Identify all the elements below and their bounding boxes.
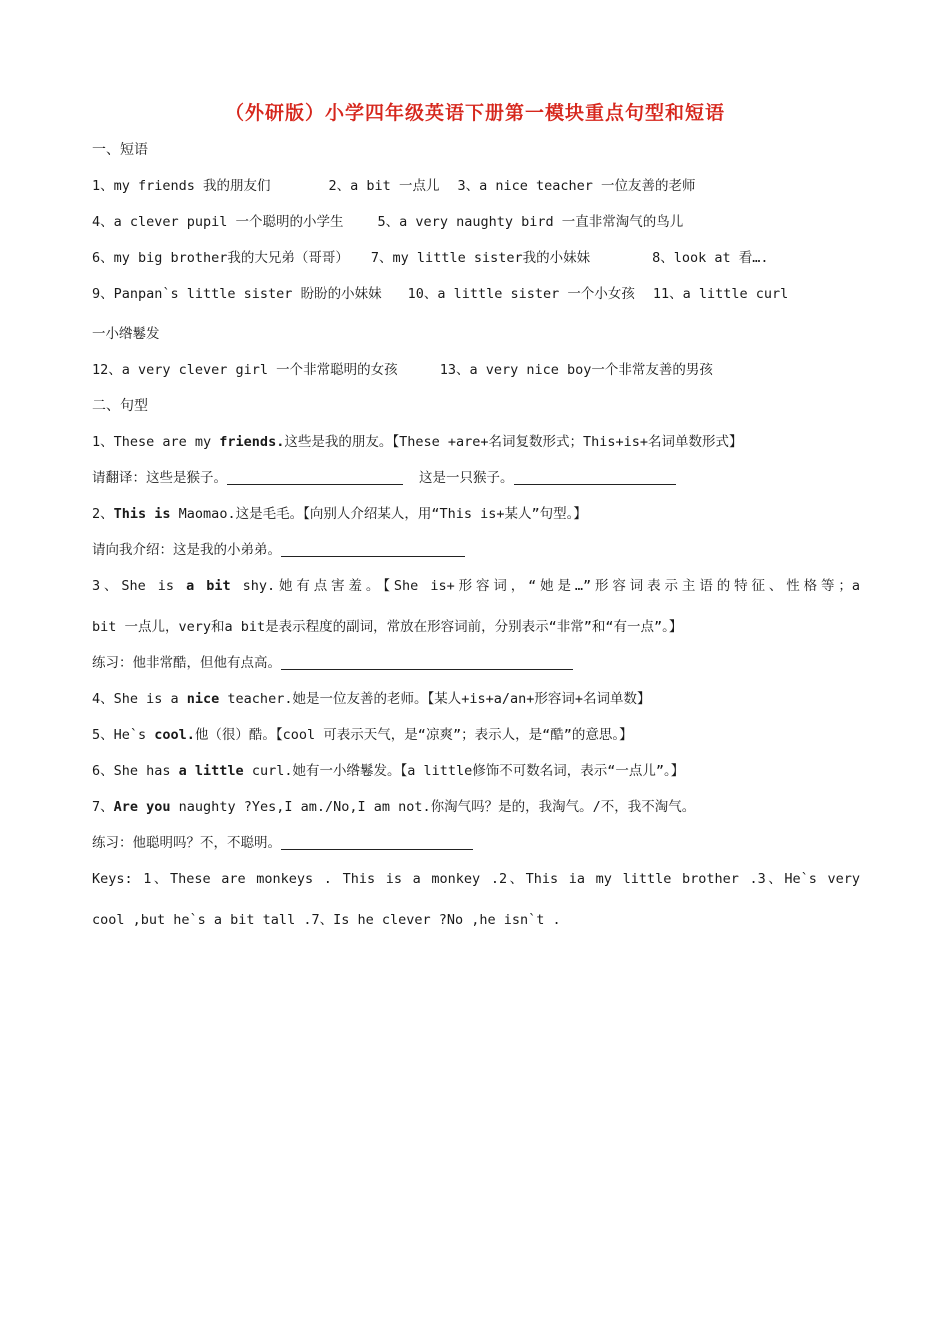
practice-1a-prompt: 请翻译：这些是猴子。 bbox=[92, 470, 227, 486]
phrase-row-4 bbox=[92, 284, 788, 304]
sentence-2-note: Maomao.这是毛毛。【向别人介绍某人，用“This is+某人”句型。】 bbox=[170, 506, 587, 522]
sentence-6-text: 6、She has bbox=[92, 763, 179, 779]
sentence-3 bbox=[92, 576, 860, 596]
page-title: （外研版）小学四年级英语下册第一模块重点句型和短语 bbox=[224, 102, 725, 124]
sentence-2 bbox=[92, 504, 587, 524]
phrase-13: 13、a very nice boy一个非常友善的男孩 bbox=[439, 362, 713, 378]
sentence-3-note: shy.她有点害羞。【She is+形容词，“她是…”形容词表示主语的特征、性格等；a bbox=[230, 578, 861, 594]
phrase-12: 12、a very clever girl 一个非常聪明的女孩 bbox=[92, 362, 398, 378]
answer-blank-3[interactable] bbox=[281, 655, 573, 670]
phrase-2: 2、a bit 一点儿 bbox=[328, 178, 440, 194]
answer-keys-line-2: cool ,but he`s a bit tall .7、Is he clever ?No ,he isn`t . bbox=[92, 912, 561, 928]
phrase-row-2 bbox=[92, 212, 683, 232]
sentence-3-text: 3、She is bbox=[92, 578, 187, 594]
sentence-7-number: 7、 bbox=[92, 799, 114, 815]
phrase-3: 3、a nice teacher 一位友善的老师 bbox=[457, 178, 696, 194]
sentence-5-keyword: cool. bbox=[154, 727, 195, 743]
sentence-3-practice bbox=[92, 653, 573, 673]
answer-blank-1b[interactable] bbox=[514, 470, 676, 485]
sentence-5 bbox=[92, 725, 633, 745]
phrase-11: 11、a little curl bbox=[652, 286, 789, 302]
answer-blank-1a[interactable] bbox=[227, 470, 403, 485]
sentence-4 bbox=[92, 689, 650, 709]
sentence-1 bbox=[92, 432, 743, 452]
sentence-1-practice bbox=[92, 468, 676, 488]
sentence-2-keyword: This is bbox=[113, 506, 171, 522]
practice-7-prompt: 练习：他聪明吗？不，不聪明。 bbox=[92, 835, 281, 851]
sentence-7-note: naughty ?Yes,I am./No,I am not.你淘气吗？是的，我淘气。/不，我不淘气。 bbox=[170, 799, 696, 815]
sentence-3-keyword: a bit bbox=[186, 578, 231, 594]
sentence-1-keyword: friends. bbox=[219, 434, 285, 450]
sentence-6-keyword: a little bbox=[178, 763, 244, 779]
sentence-6 bbox=[92, 761, 684, 781]
phrase-10: 10、a little sister 一个小女孩 bbox=[407, 286, 635, 302]
sentence-3-continued: bit 一点儿，very和a bit是表示程度的副词，常放在形容词前，分别表示“非常”和“有一点”。】 bbox=[92, 619, 683, 635]
practice-2-prompt: 请向我介绍：这是我的小弟弟。 bbox=[92, 542, 281, 558]
sentence-7-keyword: Are you bbox=[113, 799, 171, 815]
phrase-9: 9、Panpan`s little sister 盼盼的小妹妹 bbox=[92, 286, 382, 302]
sentence-4-keyword: nice bbox=[186, 691, 220, 707]
practice-3-prompt: 练习：他非常酷，但他有点高。 bbox=[92, 655, 281, 671]
answer-keys-line-1: Keys: 1、These are monkeys . This is a monkey .2、This ia my little brother .3、He`s very bbox=[92, 871, 860, 887]
phrase-11-continued: 一小绺鬈发 bbox=[92, 326, 160, 342]
practice-1b-prompt: 这是一只猴子。 bbox=[419, 470, 514, 486]
sentence-7-practice bbox=[92, 833, 473, 853]
sentence-4-text: 4、She is a bbox=[92, 691, 187, 707]
phrase-1: 1、my friends 我的朋友们 bbox=[92, 178, 271, 194]
sentence-5-text: 5、He`s bbox=[92, 727, 155, 743]
phrase-5: 5、a very naughty bird 一直非常淘气的鸟儿 bbox=[377, 214, 684, 230]
phrase-row-1 bbox=[92, 176, 696, 196]
sentence-4-note: teacher.她是一位友善的老师。【某人+is+a/an+形容词+名词单数】 bbox=[219, 691, 651, 707]
phrase-6: 6、my big brother我的大兄弟（哥哥） bbox=[92, 250, 349, 266]
sentence-1-note: 这些是我的朋友。【These +are+名词复数形式；This+is+名词单数形式】 bbox=[284, 434, 743, 450]
phrases-heading: 一、短语 bbox=[92, 142, 148, 158]
sentence-2-number: 2、 bbox=[92, 506, 114, 522]
answer-blank-2[interactable] bbox=[281, 542, 465, 557]
phrase-7: 7、my little sister我的小妹妹 bbox=[370, 250, 591, 266]
phrase-row-3 bbox=[92, 248, 769, 268]
sentence-1-text: 1、These are my bbox=[92, 434, 220, 450]
sentence-6-note: curl.她有一小绺鬈发。【a little修饰不可数名词，表示“一点儿”。】 bbox=[243, 763, 685, 779]
sentence-5-note: 他（很）酷。【cool 可表示天气，是“凉爽”；表示人，是“酷”的意思。】 bbox=[194, 727, 633, 743]
phrase-8: 8、look at 看…. bbox=[652, 250, 769, 266]
phrase-row-5 bbox=[92, 360, 713, 380]
sentence-7 bbox=[92, 797, 695, 817]
phrase-4: 4、a clever pupil 一个聪明的小学生 bbox=[92, 214, 344, 230]
sentences-heading: 二、句型 bbox=[92, 398, 148, 414]
answer-blank-7[interactable] bbox=[281, 835, 473, 850]
sentence-2-practice bbox=[92, 540, 465, 560]
